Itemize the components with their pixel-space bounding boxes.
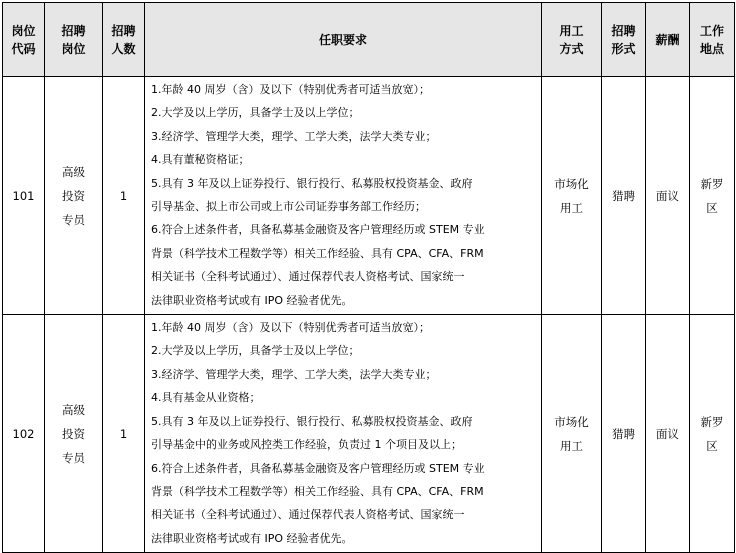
cell-employment-line1: 市场化 xyxy=(554,414,589,429)
requirement-line: 3.经济学、管理学大类，理学、工学大类，法学大类专业； xyxy=(151,129,437,143)
cell-code: 101 xyxy=(3,77,45,315)
cell-requirements xyxy=(145,315,542,553)
requirement-line: 6.符合上述条件者，具备私募基金融资及客户管理经历或 STEM 专业 xyxy=(151,461,485,475)
cell-location-line2: 区 xyxy=(706,200,718,215)
requirement-line: 引导基金中的业务或风控类工作经验，负责过 1 个项目及以上； xyxy=(151,438,462,452)
cell-position-line1: 高级 xyxy=(62,164,85,179)
cell-employment-line2: 用工 xyxy=(560,200,583,215)
header-location xyxy=(690,3,735,77)
header-recruit-form-line1: 招聘 xyxy=(611,23,636,38)
table-row xyxy=(3,77,735,315)
header-code-line1: 岗位 xyxy=(11,23,36,38)
table-row xyxy=(3,315,735,553)
recruitment-table xyxy=(2,2,735,553)
cell-position-line1: 高级 xyxy=(62,402,85,417)
requirement-line: 背景（科学技术工程数学等）相关工作经验、具有 CPA、CFA、FRM xyxy=(151,246,484,260)
cell-employment-line2: 用工 xyxy=(560,438,583,453)
requirement-line: 相关证书（全科考试通过）、通过保荐代表人资格考试、国家统一 xyxy=(151,508,465,522)
requirement-line: 引导基金、拟上市公司或上市公司证券事务部工作经历； xyxy=(151,200,426,214)
header-requirements: 任职要求 xyxy=(145,3,542,77)
cell-code: 102 xyxy=(3,315,45,553)
cell-position-line2: 投资 xyxy=(62,426,85,441)
requirement-line: 3.经济学、管理学大类，理学、工学大类，法学大类专业； xyxy=(151,367,437,381)
header-position-line1: 招聘 xyxy=(61,23,86,38)
header-employment-line1: 用工 xyxy=(559,23,584,38)
requirement-line: 6.符合上述条件者，具备私募基金融资及客户管理经历或 STEM 专业 xyxy=(151,223,485,237)
header-employment xyxy=(542,3,602,77)
header-location-line2: 地点 xyxy=(699,41,724,56)
requirement-line: 2.大学及以上学历，具备学士及以上学位； xyxy=(151,344,360,358)
header-count-line1: 招聘 xyxy=(111,23,136,38)
header-count-line2: 人数 xyxy=(111,41,136,56)
header-recruit-form-line2: 形式 xyxy=(611,41,636,56)
requirement-line: 1.年龄 40 周岁（含）及以下（特别优秀者可适当放宽）； xyxy=(151,83,430,96)
cell-position-line2: 投资 xyxy=(62,188,85,203)
header-recruit-form xyxy=(602,3,646,77)
cell-location-line1: 新罗 xyxy=(700,414,724,429)
cell-recruit-form: 猎聘 xyxy=(602,77,646,315)
requirement-line: 5.具有 3 年及以上证券投行、银行投行、私募股权投资基金、政府 xyxy=(151,414,473,428)
requirement-line: 法律职业资格考试或有 IPO 经验者优先。 xyxy=(151,293,353,307)
cell-employment-line1: 市场化 xyxy=(554,176,589,191)
cell-position-line3: 专员 xyxy=(62,450,85,465)
cell-salary: 面议 xyxy=(646,315,690,553)
requirement-line: 5.具有 3 年及以上证券投行、银行投行、私募股权投资基金、政府 xyxy=(151,176,473,190)
requirement-line: 法律职业资格考试或有 IPO 经验者优先。 xyxy=(151,531,353,545)
header-code xyxy=(3,3,45,77)
header-count xyxy=(103,3,145,77)
cell-count: 1 xyxy=(103,77,145,315)
header-code-line2: 代码 xyxy=(11,41,36,56)
requirement-line: 4.具有董秘资格证； xyxy=(151,153,250,167)
requirement-line: 背景（科学技术工程数学等）相关工作经验、具有 CPA、CFA、FRM xyxy=(151,484,484,498)
header-salary: 薪酬 xyxy=(646,3,690,77)
cell-location-line1: 新罗 xyxy=(700,176,724,191)
cell-position xyxy=(45,315,103,553)
cell-location xyxy=(690,77,735,315)
cell-employment xyxy=(542,315,602,553)
cell-location xyxy=(690,315,735,553)
cell-position-line3: 专员 xyxy=(62,212,85,227)
requirement-line: 相关证书（全科考试通过）、通过保荐代表人资格考试、国家统一 xyxy=(151,270,465,284)
requirement-line: 4.具有基金从业资格； xyxy=(151,391,261,405)
header-employment-line2: 方式 xyxy=(559,41,584,56)
cell-position xyxy=(45,77,103,315)
requirement-line: 2.大学及以上学历，具备学士及以上学位； xyxy=(151,106,360,120)
header-position-line2: 岗位 xyxy=(61,41,86,56)
cell-recruit-form: 猎聘 xyxy=(602,315,646,553)
cell-salary: 面议 xyxy=(646,77,690,315)
cell-requirements xyxy=(145,77,542,315)
requirement-line: 1.年龄 40 周岁（含）及以下（特别优秀者可适当放宽）； xyxy=(151,321,430,335)
header-row xyxy=(3,3,735,77)
cell-employment xyxy=(542,77,602,315)
cell-location-line2: 区 xyxy=(706,438,718,453)
cell-count: 1 xyxy=(103,315,145,553)
header-location-line1: 工作 xyxy=(699,23,724,38)
header-position xyxy=(45,3,103,77)
